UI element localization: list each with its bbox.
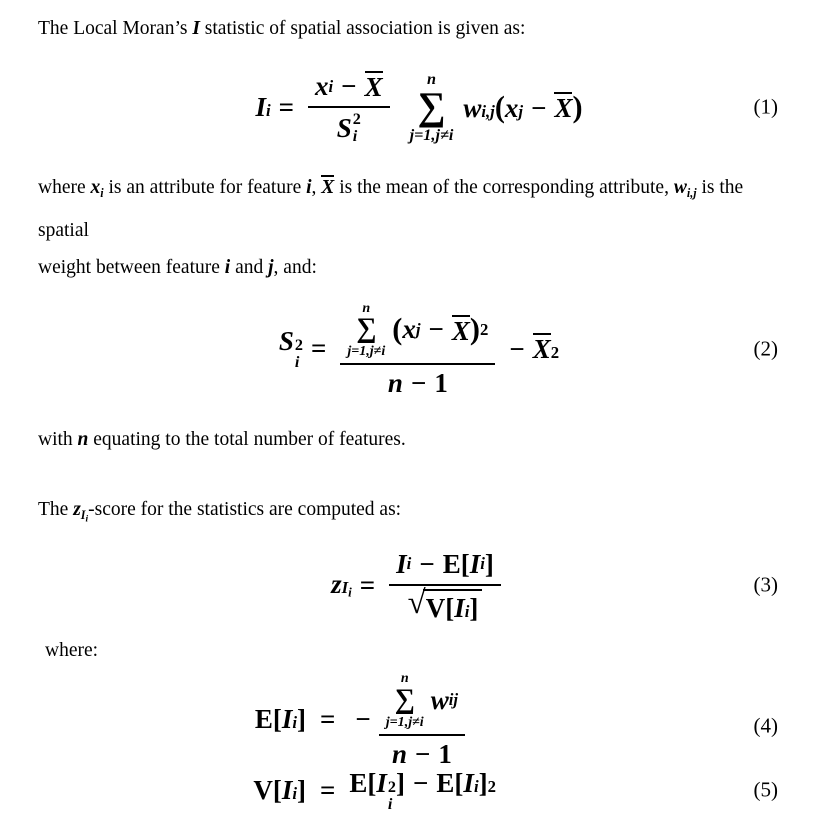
eq1-num-minus: − <box>341 71 357 101</box>
equation-3 <box>38 543 778 627</box>
eq5-lb1: [ <box>367 767 377 798</box>
eq4-fraction-denominator <box>392 736 452 770</box>
eq3-num-rbracket: ] <box>484 548 494 579</box>
eq4-I: I <box>281 703 293 734</box>
wp-t4: is the mean of the corresponding attribute, <box>334 177 674 198</box>
eq3-num-I2: I <box>469 548 481 579</box>
eq3-num-I2-sub: i <box>480 554 485 574</box>
eq3-den-I-sub: i <box>464 601 470 621</box>
eq1-sum-lower-limit: j=1,j≠i <box>409 125 454 144</box>
eq2-tail-x-bar: X <box>532 333 551 364</box>
eq4-sum-lower-limit: j=1,j≠i <box>385 713 424 730</box>
zp-z-sub-i: i <box>85 514 89 525</box>
eq3-num-E: E <box>442 548 461 579</box>
eq1-fraction <box>308 69 390 145</box>
eq4-rbracket: ] <box>297 703 306 734</box>
zp-z-sub-I: I <box>80 507 86 522</box>
eq2-fraction-denominator <box>388 365 448 399</box>
eq3-num-I1: I <box>396 548 407 579</box>
eq4-den-n: n <box>391 738 407 769</box>
eq1-lhs <box>255 92 270 123</box>
wp-l2-j: j <box>268 256 274 278</box>
eq4-I-sub: i <box>292 712 297 732</box>
eq3-fraction-numerator <box>389 547 501 586</box>
equation-2-number: (2) <box>753 336 778 361</box>
wp-t1: where <box>38 177 91 198</box>
eq4-w-sub: ij <box>448 690 459 710</box>
eq4-lhs <box>38 704 306 735</box>
eq2-num-minus: − <box>428 314 444 345</box>
eq2-tail-squared: 2 <box>550 342 560 362</box>
wp-w: w <box>673 177 687 198</box>
eq1-rhs-term <box>463 90 582 125</box>
eq1-den-supsub <box>353 111 361 145</box>
wp-x: x <box>90 177 101 198</box>
eq5-I: I <box>281 774 293 805</box>
eq1-I-sub: i <box>265 100 271 120</box>
equation-5 <box>38 767 778 813</box>
eq2-tail-minus: − <box>509 333 525 364</box>
eq4-equals: = <box>320 703 336 734</box>
eq2-rparen: ) <box>469 312 480 347</box>
eq3-sqrt-body <box>423 589 483 624</box>
eq3-num-lbracket: [ <box>460 548 470 579</box>
eq4-w: w <box>430 684 449 715</box>
where2-paragraph <box>45 639 778 663</box>
wp-t5: is the spatial <box>38 177 744 241</box>
eq2-equals: = <box>310 333 327 364</box>
eq1-num-x: x <box>315 71 329 101</box>
wp-l2-t1: weight between feature <box>38 256 225 278</box>
eq1-den-S: S <box>336 112 352 143</box>
eq1-fraction-numerator <box>308 69 390 108</box>
eq2-summation <box>347 300 385 359</box>
eq3-equals: = <box>359 569 376 600</box>
equation-2 <box>38 294 778 404</box>
eq5-I1-sup: 2 <box>387 777 397 796</box>
eq3-den-rbracket: ] <box>469 592 479 623</box>
eq1-sum-upper-limit: n <box>426 69 436 88</box>
eq1-w: w <box>463 92 482 123</box>
eq2-lhs <box>279 326 303 371</box>
eq4-den-minus: − <box>414 738 431 769</box>
eq1-sum-sigma: ∑ <box>417 85 446 129</box>
zp-t2: -score for the statistics are computed as: <box>88 498 402 520</box>
eq5-I2: I <box>463 767 474 798</box>
wp-l2-i: i <box>224 256 231 278</box>
wp-l2-t2: and <box>230 256 269 278</box>
eq4-sum-sigma: ∑ <box>394 683 415 715</box>
eq2-den-one: 1 <box>434 368 448 399</box>
eq5-V: V <box>253 774 273 805</box>
eq2-den-minus: − <box>410 368 427 399</box>
eq5-I1-supsub <box>388 779 396 813</box>
eq3-z-sub-I: I <box>341 578 349 598</box>
eq1-xj-sub: j <box>518 101 524 121</box>
where-paragraph-line2 <box>38 249 778 286</box>
wp-t2: is an attribute for feature <box>103 177 307 198</box>
eq5-lbracket: [ <box>272 774 282 805</box>
where-paragraph-line1 <box>38 169 778 249</box>
where-paragraph <box>38 169 778 286</box>
eq1-fraction-denominator <box>337 108 361 145</box>
eq5-E1: E <box>349 767 368 798</box>
eq1-num-x-bar: X <box>364 72 383 103</box>
eq5-squared: 2 <box>487 776 496 796</box>
math-symbol-I: I <box>192 18 200 39</box>
eq2-xj-sub: j <box>415 319 421 339</box>
eq4-summation <box>386 670 424 729</box>
eq5-rhs-row <box>349 768 496 813</box>
intro-paragraph <box>38 17 778 41</box>
eq1-den-sub: i <box>352 127 358 145</box>
eq1-w-sub: i,j <box>481 101 495 121</box>
eq2-num-squared: 2 <box>480 319 489 339</box>
eq3-sqrt <box>407 584 483 624</box>
eq3-z: z <box>331 569 342 600</box>
eq1-num-x-sub: i <box>328 76 334 96</box>
wp-x-bar: X <box>321 177 335 198</box>
eq1-rhs-minus: − <box>531 92 547 123</box>
intro-text-before: The Local Moran’s <box>38 18 193 39</box>
eq4-fraction <box>379 668 465 769</box>
equation-1 <box>38 61 778 153</box>
eq2-S: S <box>278 326 294 357</box>
eq2-sum-sigma: ∑ <box>356 313 377 345</box>
wp-l2-t3: , and: <box>273 256 317 278</box>
eq5-I2-sub: i <box>473 776 479 796</box>
eq5-rb2: ] <box>478 767 488 798</box>
eq3-num-minus: − <box>419 548 435 579</box>
wp-i: i <box>306 177 312 198</box>
eq1-I: I <box>255 91 266 122</box>
eq2-S-supsub <box>295 337 303 371</box>
equation-1-number: (1) <box>753 94 778 119</box>
eq3-lhs <box>331 569 352 600</box>
eq4-sum-upper-limit: n <box>400 670 409 687</box>
eq1-summation <box>410 70 454 144</box>
eq1-rparen: ) <box>572 89 583 124</box>
eq1-lparen: ( <box>494 89 505 124</box>
eq5-E2: E <box>436 767 455 798</box>
eq5-minus: − <box>413 767 429 798</box>
eq4-den-one: 1 <box>438 738 452 769</box>
eq3-den-I: I <box>454 592 465 623</box>
radical-icon: √ <box>407 584 426 621</box>
equation-group-4-5 <box>38 671 778 813</box>
eq4-fraction-numerator <box>379 668 465 735</box>
eq4-rhs <box>349 668 778 769</box>
eq4-lbracket: [ <box>272 703 282 734</box>
eq5-rb1: ] <box>396 767 406 798</box>
eq5-I1: I <box>376 767 387 798</box>
eq3-num-I1-sub: i <box>406 554 412 574</box>
eq5-lb2: [ <box>454 767 464 798</box>
eq5-rbracket: ] <box>297 774 306 805</box>
eq2-fraction <box>340 298 495 399</box>
eq2-sum-lower-limit: j=1,j≠i <box>347 343 386 360</box>
eq4-E: E <box>254 703 273 734</box>
zscore-paragraph <box>38 498 778 531</box>
eq2-xj: x <box>402 314 416 345</box>
intro-text-after: statistic of spatial association is given as: <box>199 18 526 39</box>
eq5-equals: = <box>320 774 336 805</box>
eq3-den-lbracket: [ <box>445 592 455 623</box>
eq5-rhs <box>349 768 778 813</box>
features-paragraph <box>38 428 778 452</box>
wp-t3: , <box>311 177 322 198</box>
equation-4 <box>38 671 778 767</box>
eq5-lhs <box>38 775 306 806</box>
equation-5-number: (5) <box>753 777 778 802</box>
eq3-z-sub-i: i <box>348 584 352 600</box>
fp-n: n <box>77 428 89 450</box>
eq5-I-sub: i <box>292 783 297 803</box>
eq3-fraction-denominator <box>408 586 483 624</box>
wp-w-sub: i,j <box>686 185 697 200</box>
eq2-sum-upper-limit: n <box>362 300 371 317</box>
eq1-den-sup: 2 <box>352 110 361 128</box>
zp-z: z <box>73 498 81 520</box>
fp-t2: equating to the total number of features. <box>88 428 406 450</box>
where2-text: where: <box>45 640 99 662</box>
zp-t1: The <box>38 498 74 520</box>
eq5-I1-sub: i <box>387 794 393 813</box>
wp-x-sub: i <box>100 185 104 200</box>
eq1-rhs-x-bar: X <box>554 92 573 123</box>
eq2-fraction-numerator <box>340 298 495 365</box>
equation-4-number: (4) <box>753 713 778 738</box>
equation-3-number: (3) <box>753 572 778 597</box>
eq3-den-V: V <box>425 592 446 623</box>
eq1-equals: = <box>278 91 295 122</box>
eq1-xj: x <box>504 92 519 123</box>
eq2-S-sup: 2 <box>294 336 303 355</box>
eq4-minus: − <box>355 703 371 734</box>
eq2-S-sub: i <box>294 353 300 372</box>
fp-t1: with <box>38 428 78 450</box>
eq2-lparen: ( <box>392 312 403 347</box>
eq2-den-n: n <box>387 368 403 399</box>
eq3-fraction <box>389 547 501 624</box>
eq3-z-sub <box>342 578 352 600</box>
eq2-num-x-bar: X <box>451 315 470 346</box>
eq2-tail <box>501 333 559 365</box>
